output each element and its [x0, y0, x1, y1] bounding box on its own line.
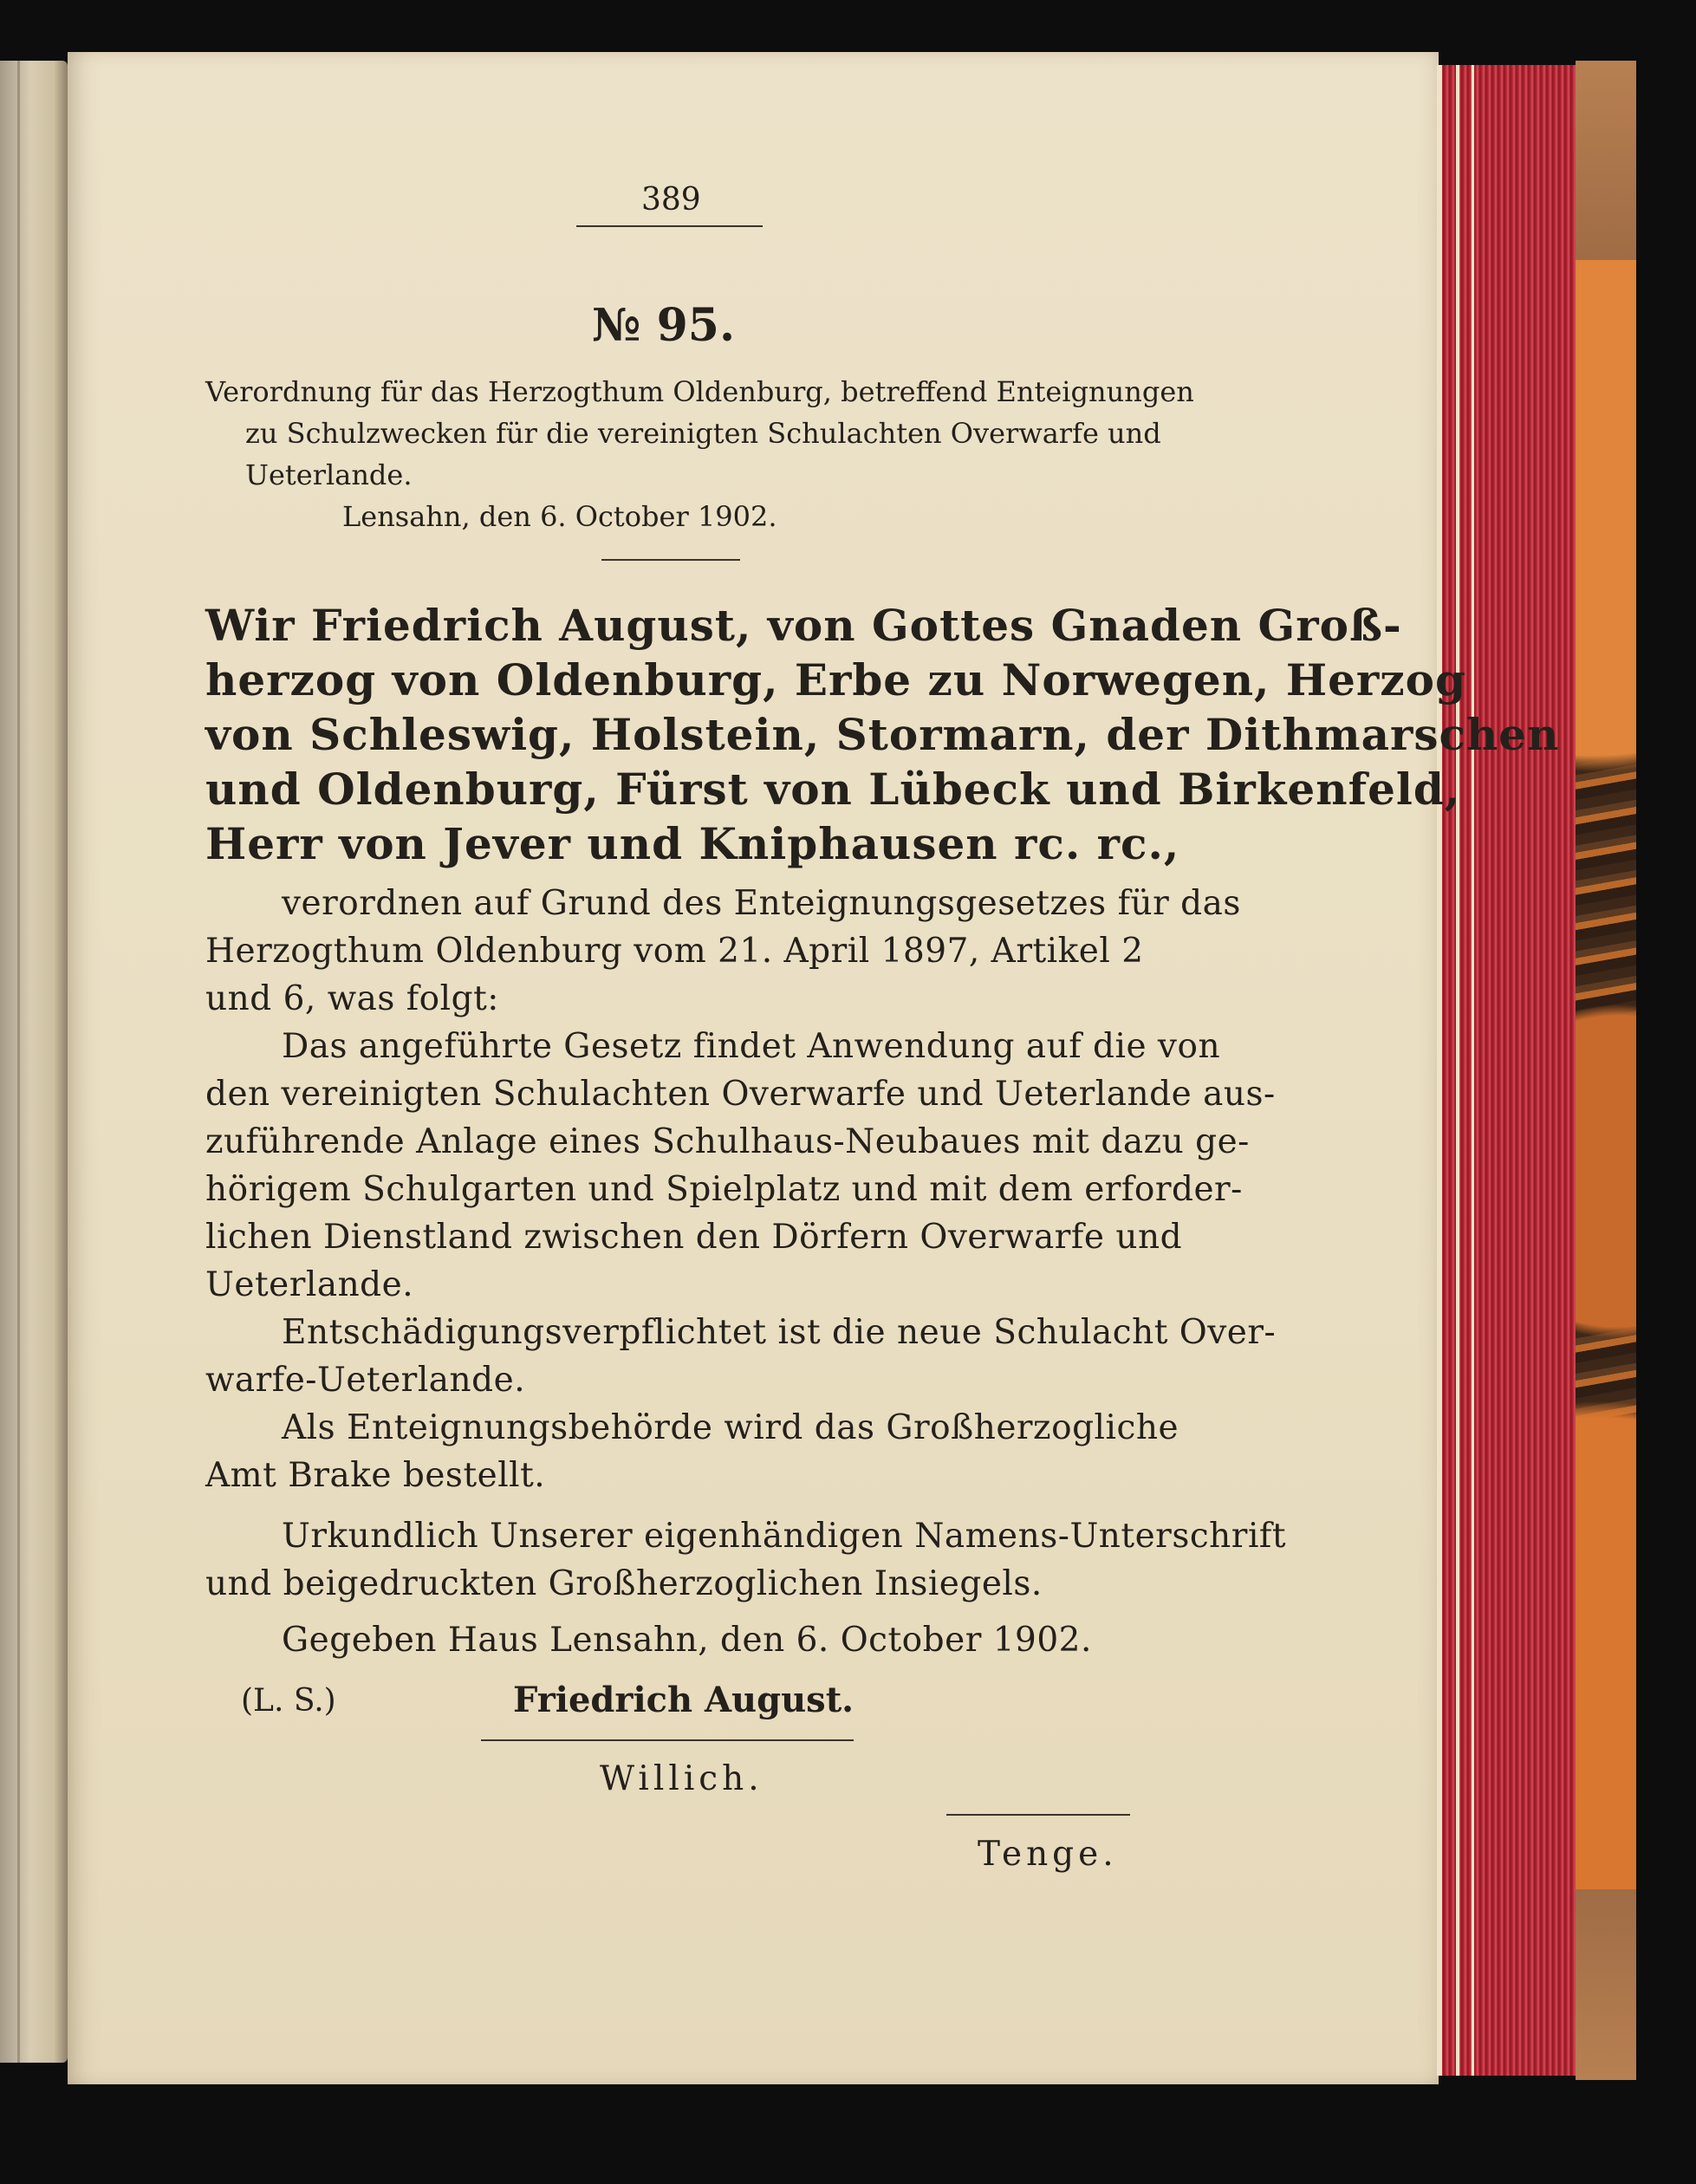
body-line: zuführende Anlage eines Schulhaus-Neubaues mit dazu ge- [205, 1122, 1250, 1161]
body-line: warfe-Ueterlande. [205, 1361, 526, 1400]
body-line: und 6, was folgt: [205, 979, 499, 1018]
binding-corner [1576, 1889, 1636, 2080]
body-line: Herzogthum Oldenburg vom 21. April 1897, Artikel 2 [205, 932, 1144, 971]
summary-line: Ueterlande. [245, 458, 413, 491]
signature-rule [481, 1739, 854, 1741]
body-line: hörigem Schulgarten und Spielplatz und mit dem erforder- [205, 1170, 1243, 1209]
body-line: Ueterlande. [205, 1265, 414, 1304]
body-line: verordnen auf Grund des Enteignungsgesetzes für das [282, 884, 1241, 923]
summary-line: zu Schulzwecken für die vereinigten Schulachten Overwarfe und [245, 417, 1161, 450]
place-date: Lensahn, den 6. October 1902. [342, 500, 777, 533]
separator-rule [601, 559, 740, 561]
countersign-rule [946, 1814, 1130, 1816]
binding-corner [1576, 61, 1636, 260]
intro-line: und Oldenburg, Fürst von Lübeck und Birkenfeld, [205, 764, 1461, 815]
document-number: № 95. [592, 299, 736, 352]
body-line: Entschädigungsverpflichtet ist die neue Schulacht Over- [282, 1313, 1277, 1352]
countersign-tenge: Tenge. [978, 1835, 1118, 1874]
page-stack-edge [1456, 65, 1459, 2076]
intro-line: Herr von Jever und Kniphausen rc. rc., [205, 818, 1180, 869]
body-line: Als Enteignungsbehörde wird das Großherzogliche [282, 1408, 1179, 1447]
book-edge [1437, 65, 1576, 2076]
page-stack-edge [1472, 65, 1474, 2076]
signature: Friedrich August. [513, 1680, 854, 1720]
left-page-edge [0, 61, 68, 2063]
seal-mark: (L. S.) [241, 1683, 336, 1719]
summary-line: Verordnung für das Herzogthum Oldenburg, betreffend Enteignungen [205, 375, 1194, 408]
body-line: lichen Dienstland zwischen den Dörfern Overwarfe und [205, 1218, 1183, 1257]
body-line: Urkundlich Unserer eigenhändigen Namens-Unterschrift [282, 1517, 1287, 1556]
intro-line: Wir Friedrich August, von Gottes Gnaden Groß- [205, 600, 1402, 651]
page-stack-edge [1437, 65, 1442, 2076]
body-line: und beigedruckten Großherzoglichen Insiegels. [205, 1564, 1043, 1603]
intro-line: von Schleswig, Holstein, Stormarn, der Dithmarschen [205, 709, 1560, 760]
book-binding [1576, 61, 1636, 2080]
body-line: Amt Brake bestellt. [205, 1456, 546, 1495]
body-line: den vereinigten Schulachten Overwarfe und Ueterlande aus- [205, 1075, 1276, 1114]
header-rule [576, 225, 763, 227]
page-number: 389 [641, 182, 701, 218]
countersign-willich: Willich. [600, 1759, 764, 1798]
left-page-fold [17, 61, 20, 2063]
body-line: Das angeführte Gesetz findet Anwendung auf die von [282, 1027, 1221, 1066]
given-line: Gegeben Haus Lensahn, den 6. October 1902. [282, 1621, 1092, 1660]
intro-line: herzog von Oldenburg, Erbe zu Norwegen, Herzog [205, 654, 1466, 705]
